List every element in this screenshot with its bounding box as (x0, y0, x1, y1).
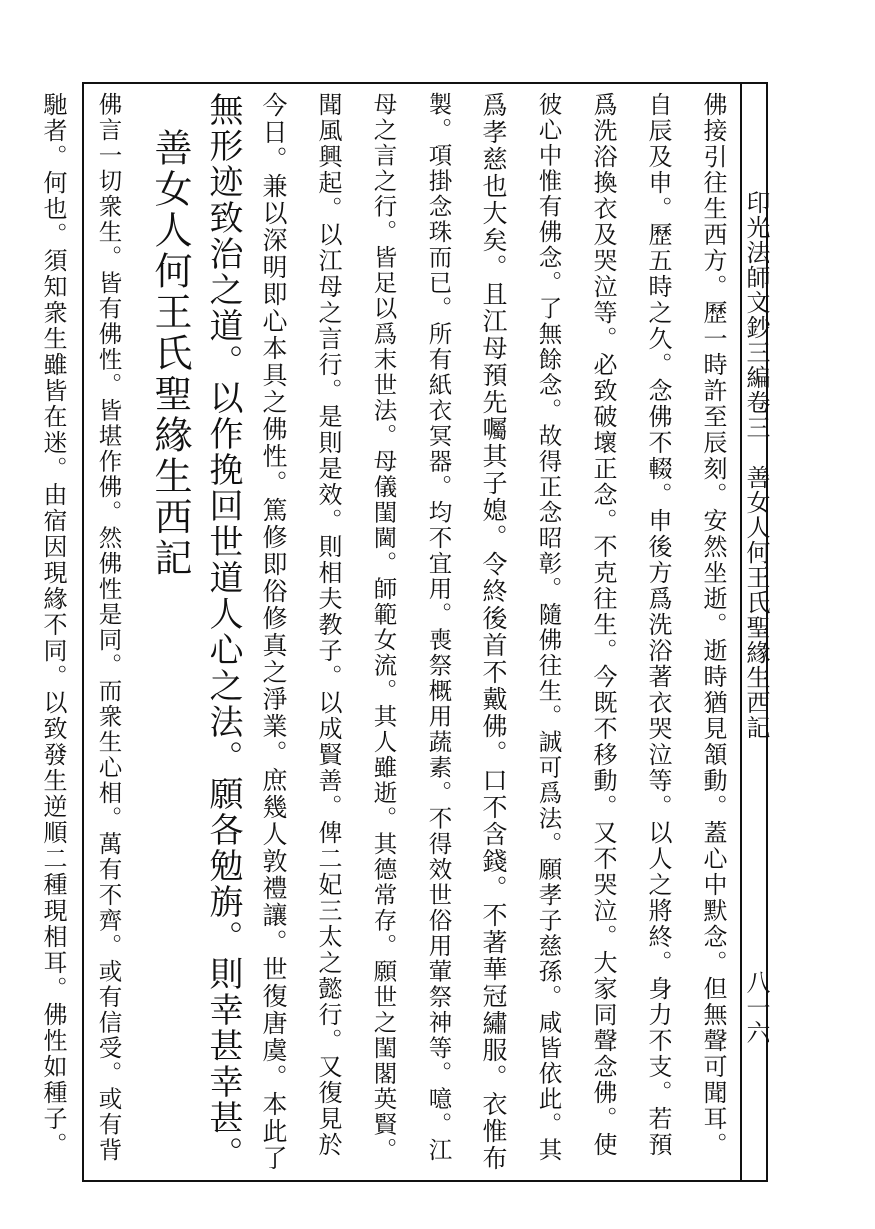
text-column-7: 母之言之行。皆足以爲末世法。母儀閨閫。師範女流。其人雖逝。其德常存。願世之閨閣英賢。 (369, 92, 398, 1163)
text-column-8: 聞風興起。以江母之言行。是則是效。則相夫教子。以成賢善。俾二妃三太之懿行。又復見於 (314, 92, 342, 1158)
text-column-3: 爲洗浴換衣及哭泣等。必致破壞正念。不克往生。今既不移動。又不哭泣。大家同聲念佛。使 (589, 92, 617, 1158)
text-column-12: 馳者。何也。須知衆生雖皆在迷。由宿因現緣不同。以致發生逆順二種現相耳。佛性如種子。 (39, 92, 67, 1158)
book-title: 印光法師文鈔三編卷三 (742, 190, 770, 440)
text-column-2: 自辰及申。歷五時之久。念佛不輟。申後方爲洗浴著衣哭泣等。以人之將終。身力不支。若預 (644, 92, 672, 1158)
section-title: 善女人何王氏聖緣生西記 (742, 465, 770, 740)
text-column-10: 無形迹致治之道。以作挽回世道人心之法。願各勉旃。則幸甚幸甚。 (203, 92, 243, 1172)
text-column-4: 彼心中惟有佛念。了無餘念。故得正念昭彰。隨佛往生。誠可爲法。願孝子慈孫。咸皆依此。其 (534, 92, 563, 1163)
page-number: 八一六 (742, 970, 770, 1045)
article-heading: 善女人何王氏聖緣生西記 (148, 128, 192, 579)
text-column-6: 製。項掛念珠而已。所有紙衣冥器。均不宜用。喪祭概用蔬素。不得效世俗用葷祭神等。噫。江 (424, 92, 453, 1163)
text-column-5: 爲孝慈也大矣。且江母預先囑其子媳。令終後首不戴佛。口不含錢。不著華冠繡服。衣惟布 (479, 92, 508, 1172)
text-column-11: 佛言一切衆生。皆有佛性。皆堪作佛。然佛性是同。而衆生心相。萬有不齊。或有信受。或有背 (94, 92, 123, 1163)
text-column-9: 今日。兼以深明即心本具之佛性。篤修即俗修真之淨業。庶幾人敦禮讓。世復唐虞。本此了 (259, 92, 288, 1172)
text-column-1: 佛接引往生西方。歷一時許至辰刻。安然坐逝。逝時猶見頷動。蓋心中默念。但無聲可聞耳。 (699, 92, 727, 1158)
